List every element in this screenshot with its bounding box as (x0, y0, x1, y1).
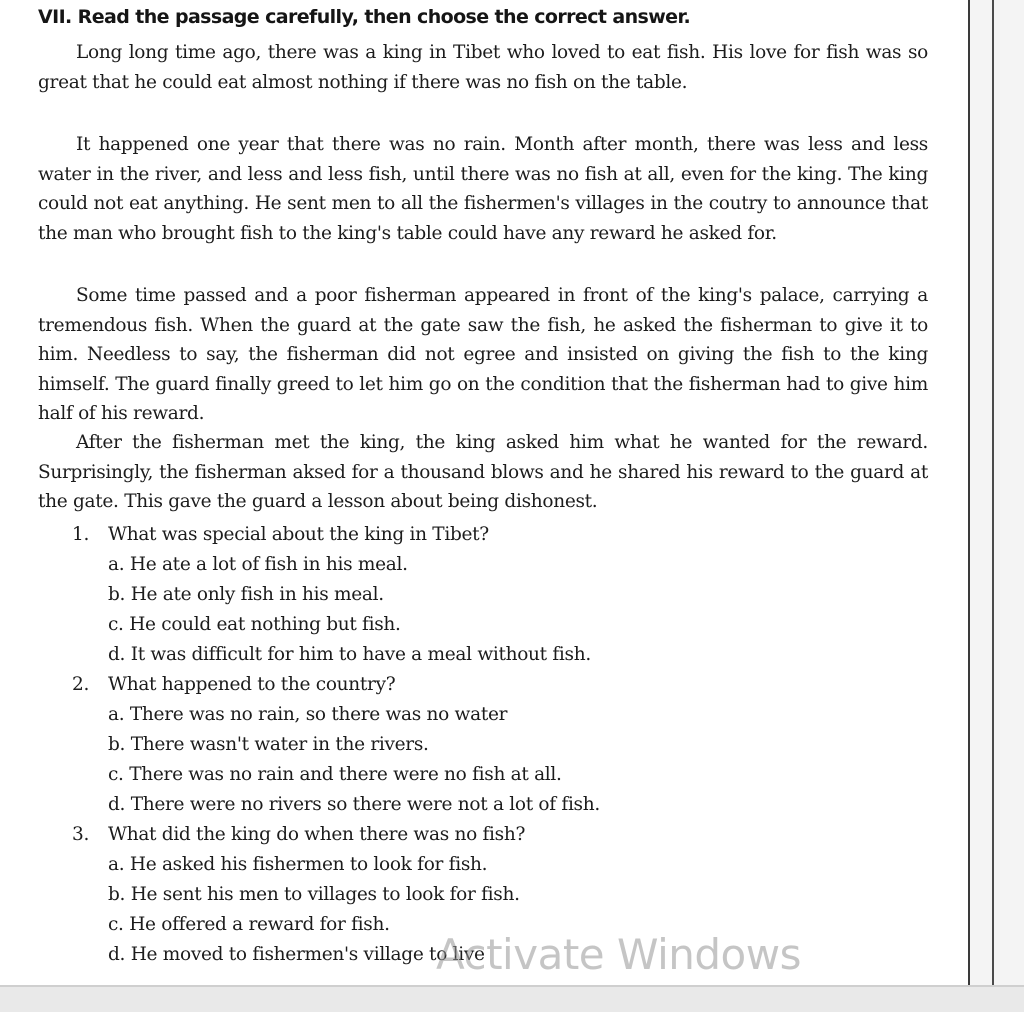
question-1-option-a: a. He ate a lot of fish in his meal. (108, 554, 408, 575)
question-2 (72, 670, 395, 700)
question-number: 2. (72, 674, 90, 695)
page-border-line (992, 0, 994, 985)
question-1 (72, 520, 489, 550)
question-3-option-a: a. He asked his fishermen to look for fish. (108, 854, 488, 875)
page-border-line (968, 0, 970, 985)
question-number: 3. (72, 824, 90, 845)
question-text: What did the king do when there was no fish? (108, 824, 526, 845)
question-text: What happened to the country? (108, 674, 396, 695)
question-1-option-c: c. He could eat nothing but fish. (108, 614, 401, 635)
question-3-option-b: b. He sent his men to villages to look for fish. (108, 884, 520, 905)
page-edge-strip (968, 0, 1024, 985)
question-2-option-c: c. There was no rain and there were no fish at all. (108, 764, 562, 785)
question-3 (72, 820, 525, 850)
question-2-option-a: a. There was no rain, so there was no water (108, 704, 508, 725)
passage-paragraph-3: Some time passed and a poor fisherman appeared in front of the king's palace, carrying a tremendous fish. When the guard at the gate saw the fish, he asked the fisherman to give it to him. Needless to say, the fisherman did not egree and insisted on giving the fish to the king himself. The guard finally greed to let him go on the condition that the fisherman had to give him half of his reward. (38, 285, 928, 425)
passage-paragraph-2: It happened one year that there was no rain. Month after month, there was less and less water in the river, and less and less fish, until there was no fish at all, even for the king. The king could not eat anything. He sent men to all the fishermen's villages in the coutry to announce that the man who brought fish to the king's table could have any reward he asked for. (38, 134, 928, 244)
question-1-option-b: b. He ate only fish in his meal. (108, 584, 384, 605)
exercise-heading: VII. Read the passage carefully, then choose the correct answer. (38, 6, 691, 28)
question-2-option-b: b. There wasn't water in the rivers. (108, 734, 429, 755)
question-2-option-d: d. There were no rivers so there were not a lot of fish. (108, 794, 600, 815)
question-text: What was special about the king in Tibet? (108, 524, 489, 545)
question-1-option-d: d. It was difficult for him to have a meal without fish. (108, 644, 591, 665)
window-bottom-edge (0, 985, 1024, 1012)
question-3-option-d: d. He moved to fishermen's village to live (108, 944, 485, 965)
passage-paragraph-4: After the fisherman met the king, the king asked him what he wanted for the reward. Surprisingly, the fisherman aksed for a thousand blows and he shared his reward to the guard at the gate. This gave the guard a lesson about being dishonest. (38, 432, 928, 513)
question-3-option-c: c. He offered a reward for fish. (108, 914, 390, 935)
activate-windows-watermark: Activate Windows (436, 930, 801, 979)
passage-paragraph-1: Long long time ago, there was a king in Tibet who loved to eat fish. His love for fish was so great that he could eat almost nothing if there was no fish on the table. (38, 42, 928, 93)
question-number: 1. (72, 524, 90, 545)
